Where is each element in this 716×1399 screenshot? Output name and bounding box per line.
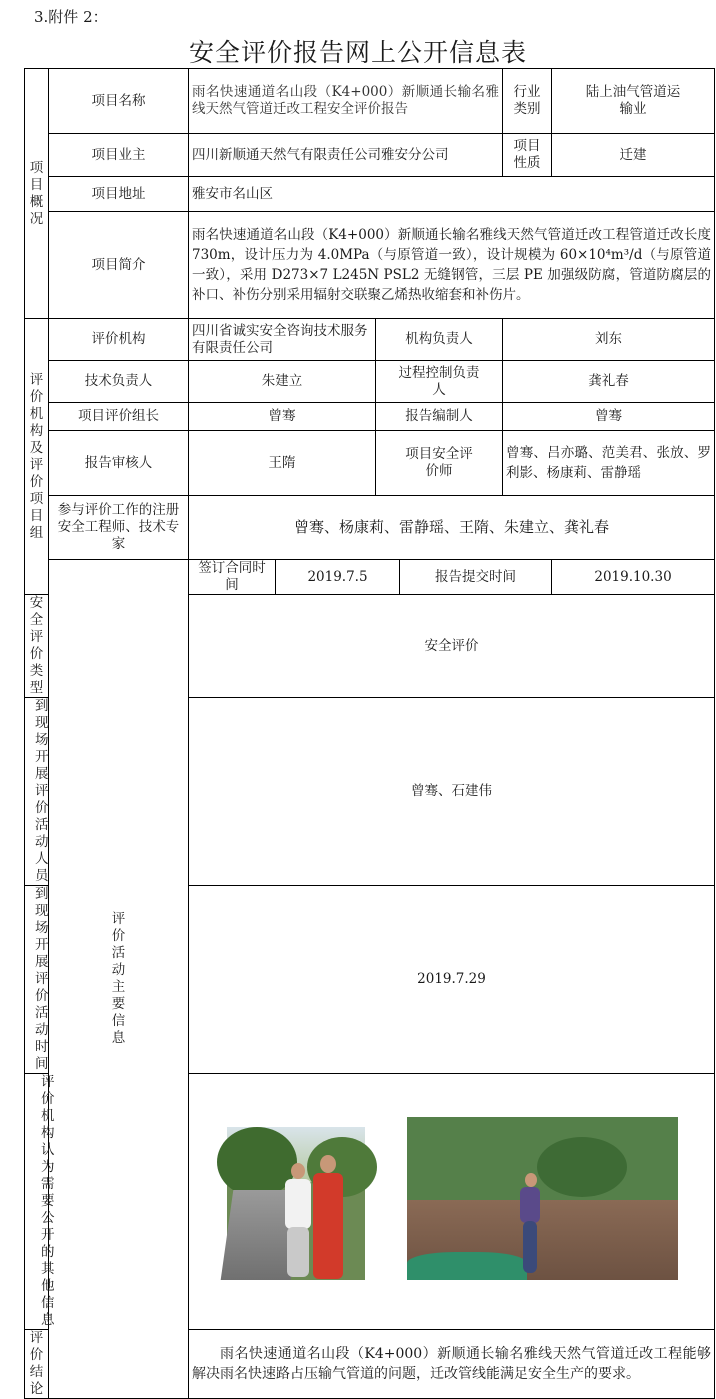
leader: 曾骞 bbox=[189, 403, 376, 431]
project-name: 雨名快速通道名山段（K4+000）新顺通长输名雅线天然气管道迁改工程安全评价报告 bbox=[189, 69, 503, 134]
onsite-time: 2019.7.29 bbox=[189, 886, 715, 1074]
onsite-people: 曾骞、石建伟 bbox=[189, 698, 715, 886]
intro-label: 项目简介 bbox=[49, 212, 189, 319]
tech-head: 朱建立 bbox=[189, 361, 376, 403]
page-title: 安全评价报告网上公开信息表 bbox=[188, 38, 527, 67]
industry-label: 行业类别 bbox=[503, 69, 552, 134]
photo-area bbox=[189, 1124, 714, 1280]
engineers-label: 参与评价工作的注册安全工程师、技术专家 bbox=[49, 496, 189, 560]
eval-type: 安全评价 bbox=[189, 595, 715, 698]
org-label: 评价机构 bbox=[49, 319, 189, 361]
org-head-label: 机构负责人 bbox=[376, 319, 503, 361]
section-overview: 项目概况 bbox=[25, 69, 49, 319]
conclusion-label: 评价结论 bbox=[25, 1330, 49, 1399]
section-agency: 评价机构及评价项目组 bbox=[25, 319, 49, 595]
project-nature: 迁建 bbox=[552, 134, 715, 177]
writer: 曾骞 bbox=[503, 403, 715, 431]
industry: 陆上油气管道运输业 bbox=[552, 69, 715, 134]
contract-label: 签订合同时间 bbox=[189, 560, 276, 595]
evaluators-label: 项目安全评价师 bbox=[376, 431, 503, 496]
info-table bbox=[24, 68, 715, 1399]
tech-head-label: 技术负责人 bbox=[49, 361, 189, 403]
address-label: 项目地址 bbox=[49, 177, 189, 212]
conclusion: 雨名快速通道名山段（K4+000）新顺通长输名雅线天然气管道迁改工程能够解决雨名快速路占压输气管道的问题，迁改管线能满足安全生产的要求。 bbox=[189, 1330, 715, 1399]
section-activity: 评价活动主要信息 bbox=[49, 560, 189, 1399]
owner-label: 项目业主 bbox=[49, 134, 189, 177]
project-name-label: 项目名称 bbox=[49, 69, 189, 134]
submit-date: 2019.10.30 bbox=[552, 560, 715, 595]
site-photo-2 bbox=[407, 1127, 678, 1280]
reviewer-label: 报告审核人 bbox=[49, 431, 189, 496]
other-info-label: 评价机构认为需要公开的其他信息 bbox=[25, 1074, 49, 1330]
eval-org: 四川省诚实安全咨询技术服务有限责任公司 bbox=[189, 319, 376, 361]
other-info bbox=[189, 1074, 715, 1330]
onsite-people-label: 到现场开展评价活动人员 bbox=[25, 698, 49, 886]
submit-label: 报告提交时间 bbox=[400, 560, 552, 595]
process-head-label: 过程控制负责人 bbox=[376, 361, 503, 403]
attachment-label: 3.附件 2： bbox=[34, 8, 108, 26]
leader-label: 项目评价组长 bbox=[49, 403, 189, 431]
nature-label: 项目性质 bbox=[503, 134, 552, 177]
writer-label: 报告编制人 bbox=[376, 403, 503, 431]
project-intro: 雨名快速通道名山段（K4+000）新顺通长输名雅线天然气管道迁改工程管道迁改长度730m，设计压力为 4.0MPa（与原管道一致），设计规模为 60×10⁴m³/d（与原管道一致），采用 D273×7 L245N PSL2 无缝钢管，三层 PE 加强级防腐，管道防腐层的补口、补伤分别采用辐射交联聚乙烯热收缩套和补伤片。 bbox=[189, 212, 715, 319]
onsite-time-label: 到现场开展评价活动时间 bbox=[25, 886, 49, 1074]
reviewer: 王隋 bbox=[189, 431, 376, 496]
contract-date: 2019.7.5 bbox=[276, 560, 400, 595]
type-label: 安全评价类型 bbox=[25, 595, 49, 698]
site-photo-1 bbox=[227, 1127, 365, 1280]
project-address: 雅安市名山区 bbox=[189, 177, 715, 212]
evaluators: 曾骞、吕亦璐、范美君、张放、罗利影、杨康莉、雷静瑶 bbox=[503, 431, 715, 496]
org-head: 刘东 bbox=[503, 319, 715, 361]
project-owner: 四川新顺通天然气有限责任公司雅安分公司 bbox=[189, 134, 503, 177]
engineers: 曾骞、杨康莉、雷静瑶、王隋、朱建立、龚礼春 bbox=[189, 496, 715, 560]
process-head: 龚礼春 bbox=[503, 361, 715, 403]
